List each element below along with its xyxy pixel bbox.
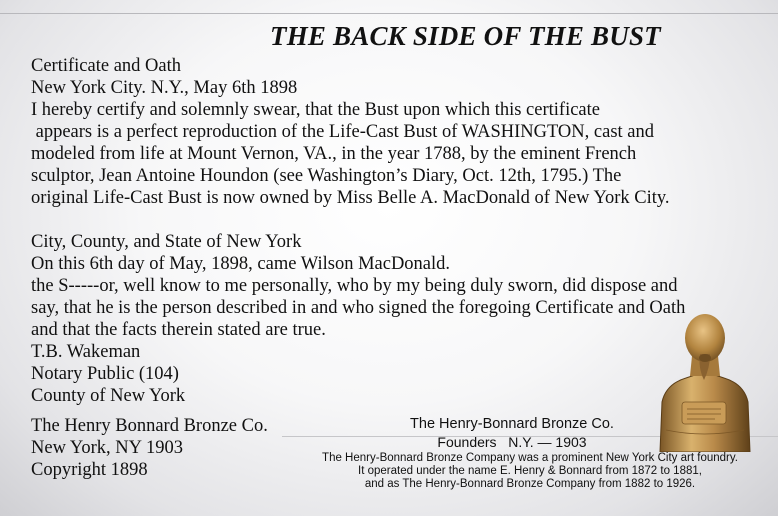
copyright: Copyright 1898 [31, 460, 148, 480]
certificate-line: original Life-Cast Bust is now owned by Miss Belle A. MacDonald of New York City. [31, 188, 670, 208]
caption-desc-line: The Henry-Bonnard Bronze Company was a prominent New York City art foundry. [322, 452, 738, 464]
bronze-bust-image [652, 310, 757, 452]
caption-description [282, 452, 778, 491]
certificate-line: appears is a perfect reproduction of the Life-Cast Bust of WASHINGTON, cast and [31, 122, 655, 142]
company-name: The Henry Bonnard Bronze Co. [31, 416, 268, 436]
paragraph-gap [31, 209, 746, 231]
notary-title: Notary Public (104) [31, 364, 179, 384]
page-title: THE BACK SIDE OF THE BUST [270, 21, 661, 51]
certificate-place-date: New York City. N.Y., May 6th 1898 [31, 78, 298, 98]
notary-line: say, that he is the person described in and who signed the foregoing Certificate and Oath [31, 298, 686, 318]
certificate-line: I hereby certify and solemnly swear, that the Bust upon which this certificate [31, 100, 600, 120]
certificate-heading: Certificate and Oath [31, 56, 181, 76]
notary-line: and that the facts therein stated are true. [31, 320, 326, 340]
caption-subtitle: Founders N.Y. — 1903 [437, 434, 587, 450]
company-location: New York, NY 1903 [31, 438, 183, 458]
notary-line: On this 6th day of May, 1898, came Wilson MacDonald. [31, 254, 451, 274]
notary-county: County of New York [31, 386, 186, 406]
caption-desc-line: and as The Henry-Bonnard Bronze Company from 1882 to 1926. [364, 478, 696, 490]
certificate-line: modeled from life at Mount Vernon, VA., in the year 1788, by the eminent French [31, 144, 637, 164]
notary-heading: City, County, and State of New York [31, 232, 302, 252]
caption-title: The Henry-Bonnard Bronze Co. [410, 416, 614, 432]
notary-name: T.B. Wakeman [31, 342, 141, 362]
top-rule [0, 13, 778, 14]
company-block [31, 415, 268, 481]
certificate-line: sculptor, Jean Antoine Houndon (see Washington’s Diary, Oct. 12th, 1795.) The [31, 166, 622, 186]
document-body [31, 55, 746, 407]
caption-desc-line: It operated under the name E. Henry & Bonnard from 1872 to 1881, [358, 465, 702, 477]
notary-line: the S-----or, well know to me personally, who by my being duly sworn, did dispose and [31, 276, 678, 296]
